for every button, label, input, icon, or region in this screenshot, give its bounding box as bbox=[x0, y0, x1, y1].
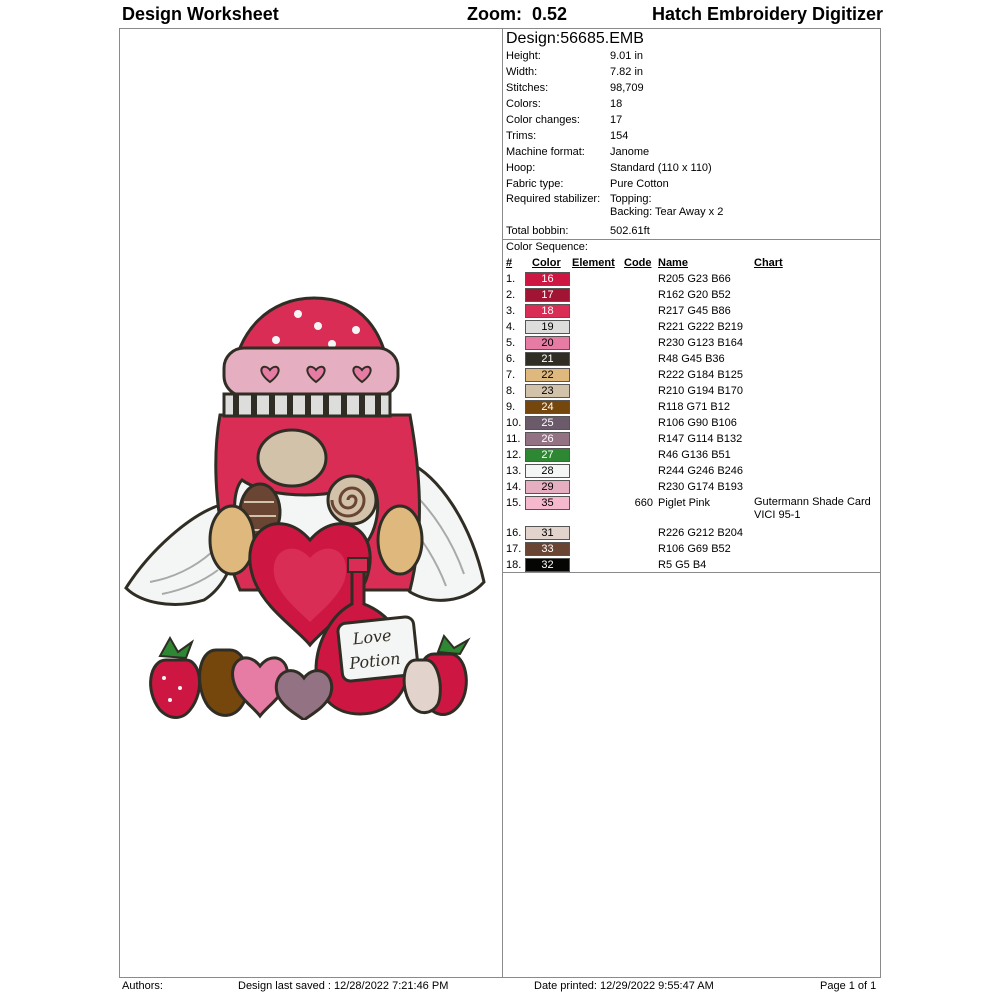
color-row bbox=[506, 447, 878, 463]
color-row-number: 13. bbox=[506, 465, 522, 477]
color-name: R48 G45 B36 bbox=[658, 353, 725, 365]
color-row bbox=[506, 415, 878, 431]
header-chart: Chart bbox=[754, 257, 783, 269]
footer-authors: Authors: bbox=[122, 980, 163, 992]
color-name: R244 G246 B246 bbox=[658, 465, 744, 477]
color-row-number: 5. bbox=[506, 337, 516, 349]
color-swatch: 33 bbox=[525, 542, 570, 556]
color-row bbox=[506, 463, 878, 479]
info-value: 7.82 in bbox=[610, 66, 644, 78]
potion-text-potion: Potion bbox=[348, 648, 402, 674]
color-name: Piglet Pink bbox=[658, 497, 710, 509]
info-label: Trims: bbox=[506, 130, 537, 142]
color-name: R5 G5 B4 bbox=[658, 559, 707, 571]
info-row bbox=[506, 48, 878, 64]
color-row-number: 17. bbox=[506, 543, 522, 555]
color-swatch: 18 bbox=[525, 304, 570, 318]
color-swatch: 21 bbox=[525, 352, 570, 366]
color-sequence-header bbox=[506, 255, 878, 271]
color-row bbox=[506, 367, 878, 383]
bobbin-value: 502.61ft bbox=[610, 225, 650, 237]
color-swatch: 28 bbox=[525, 464, 570, 478]
color-row bbox=[506, 525, 878, 541]
info-row bbox=[506, 112, 878, 128]
color-row-number: 11. bbox=[506, 433, 521, 445]
color-row bbox=[506, 495, 878, 525]
color-name: R226 G212 B204 bbox=[658, 527, 744, 539]
header-num: # bbox=[506, 257, 513, 269]
color-swatch: 26 bbox=[525, 432, 570, 446]
color-row-number: 8. bbox=[506, 385, 516, 397]
color-row-number: 12. bbox=[506, 449, 522, 461]
color-swatch: 32 bbox=[525, 558, 570, 572]
color-swatch: 29 bbox=[525, 480, 570, 494]
stabilizer-label: Required stabilizer: bbox=[506, 193, 601, 205]
color-row bbox=[506, 287, 878, 303]
info-row bbox=[506, 160, 878, 176]
color-swatch: 23 bbox=[525, 384, 570, 398]
info-row bbox=[506, 128, 878, 144]
color-row-number: 1. bbox=[506, 273, 516, 285]
color-row bbox=[506, 319, 878, 335]
header-code: Code bbox=[624, 257, 652, 269]
color-row-number: 16. bbox=[506, 527, 522, 539]
color-row-number: 9. bbox=[506, 401, 516, 413]
color-row-number: 4. bbox=[506, 321, 516, 333]
color-row-number: 18. bbox=[506, 559, 522, 571]
color-swatch: 17 bbox=[525, 288, 570, 302]
color-name: R106 G90 B106 bbox=[658, 417, 737, 429]
color-row-number: 15. bbox=[506, 497, 522, 509]
color-swatch: 16 bbox=[525, 272, 570, 286]
color-name: R210 G194 B170 bbox=[658, 385, 744, 397]
color-chart: Gutermann Shade Card VICI 95-1 bbox=[754, 496, 871, 521]
header-element: Element bbox=[572, 257, 615, 269]
left-hand bbox=[210, 506, 254, 574]
gnome-nose bbox=[258, 430, 326, 486]
color-row bbox=[506, 557, 878, 573]
info-value: 18 bbox=[610, 98, 623, 110]
color-swatch: 19 bbox=[525, 320, 570, 334]
design-preview bbox=[120, 290, 502, 720]
color-row bbox=[506, 383, 878, 399]
color-swatch: 22 bbox=[525, 368, 570, 382]
color-row bbox=[506, 431, 878, 447]
zoom-label: Zoom: bbox=[467, 4, 522, 24]
zoom-readout bbox=[467, 4, 567, 25]
info-value: Pure Cotton bbox=[610, 178, 669, 190]
color-row bbox=[506, 303, 878, 319]
footer-last-saved: Design last saved : 12/28/2022 7:21:46 PM bbox=[238, 980, 449, 992]
color-swatch: 20 bbox=[525, 336, 570, 350]
stabilizer-row bbox=[506, 192, 878, 223]
strawberry-left bbox=[151, 660, 200, 718]
design-name: Design:56685.EMB bbox=[506, 30, 644, 47]
color-name: R147 G114 B132 bbox=[658, 433, 743, 445]
stabilizer-backing: Backing: Tear Away x 2 bbox=[610, 206, 724, 218]
strawberry-white bbox=[404, 660, 440, 713]
color-name: R222 G184 B125 bbox=[658, 369, 744, 381]
color-row bbox=[506, 479, 878, 495]
right-hand bbox=[378, 506, 422, 574]
info-value: 9.01 in bbox=[610, 50, 644, 62]
info-row bbox=[506, 80, 878, 96]
color-sequence bbox=[506, 239, 878, 573]
color-sequence-rows bbox=[506, 271, 878, 573]
info-label: Fabric type: bbox=[506, 178, 564, 190]
info-value: 17 bbox=[610, 114, 623, 126]
color-name: R230 G123 B164 bbox=[658, 337, 744, 349]
zoom-value: 0.52 bbox=[532, 4, 568, 24]
color-name: R46 G136 B51 bbox=[658, 449, 731, 461]
info-row bbox=[506, 176, 878, 192]
info-value: Janome bbox=[610, 146, 650, 158]
color-row-number: 10. bbox=[506, 417, 522, 429]
info-label: Hoop: bbox=[506, 162, 536, 174]
info-label: Width: bbox=[506, 66, 538, 78]
color-row-number: 7. bbox=[506, 369, 516, 381]
color-swatch: 31 bbox=[525, 526, 570, 540]
info-label: Colors: bbox=[506, 98, 541, 110]
color-row bbox=[506, 541, 878, 557]
info-value: Standard (110 x 110) bbox=[610, 162, 712, 174]
color-name: R118 G71 B12 bbox=[658, 401, 730, 413]
color-row bbox=[506, 399, 878, 415]
info-label: Color changes: bbox=[506, 114, 580, 126]
color-row-number: 3. bbox=[506, 305, 516, 317]
color-row bbox=[506, 335, 878, 351]
info-value: 154 bbox=[610, 130, 629, 142]
info-row bbox=[506, 64, 878, 80]
color-code: 660 bbox=[634, 497, 653, 509]
color-name: R205 G23 B66 bbox=[658, 273, 731, 285]
info-label: Machine format: bbox=[506, 146, 585, 158]
bobbin-row bbox=[506, 223, 878, 239]
info-row bbox=[506, 144, 878, 160]
stabilizer-topping: Topping: bbox=[610, 193, 652, 205]
color-name: R217 G45 B86 bbox=[658, 305, 731, 317]
color-row bbox=[506, 351, 878, 367]
color-swatch: 35 bbox=[525, 496, 570, 510]
footer-page-number: Page 1 of 1 bbox=[820, 980, 877, 992]
footer-date-printed: Date printed: 12/29/2022 9:55:47 AM bbox=[534, 980, 714, 992]
info-label: Height: bbox=[506, 50, 541, 62]
app-name: Hatch Embroidery Digitizer bbox=[652, 4, 884, 24]
bobbin-label: Total bobbin: bbox=[506, 225, 569, 237]
column-divider bbox=[502, 28, 503, 978]
color-name: R106 G69 B52 bbox=[658, 543, 731, 555]
design-info bbox=[506, 29, 878, 239]
color-swatch: 24 bbox=[525, 400, 570, 414]
color-row-number: 6. bbox=[506, 353, 516, 365]
info-value: 98,709 bbox=[610, 82, 644, 94]
color-sequence-title: Color Sequence: bbox=[506, 241, 588, 253]
worksheet-title: Design Worksheet bbox=[122, 4, 279, 24]
color-row-number: 14. bbox=[506, 481, 522, 493]
color-row bbox=[506, 271, 878, 287]
header-color: Color bbox=[532, 257, 561, 269]
info-row bbox=[506, 96, 878, 112]
color-name: R221 G222 B219 bbox=[658, 321, 744, 333]
color-name: R162 G20 B52 bbox=[658, 289, 731, 301]
color-swatch: 27 bbox=[525, 448, 570, 462]
color-row-number: 2. bbox=[506, 289, 516, 301]
color-swatch: 25 bbox=[525, 416, 570, 430]
potion-text-love: Love bbox=[351, 625, 393, 649]
small-heart-purple bbox=[276, 671, 331, 720]
color-name: R230 G174 B193 bbox=[658, 481, 744, 493]
header-name: Name bbox=[658, 257, 688, 269]
info-label: Stitches: bbox=[506, 82, 549, 94]
